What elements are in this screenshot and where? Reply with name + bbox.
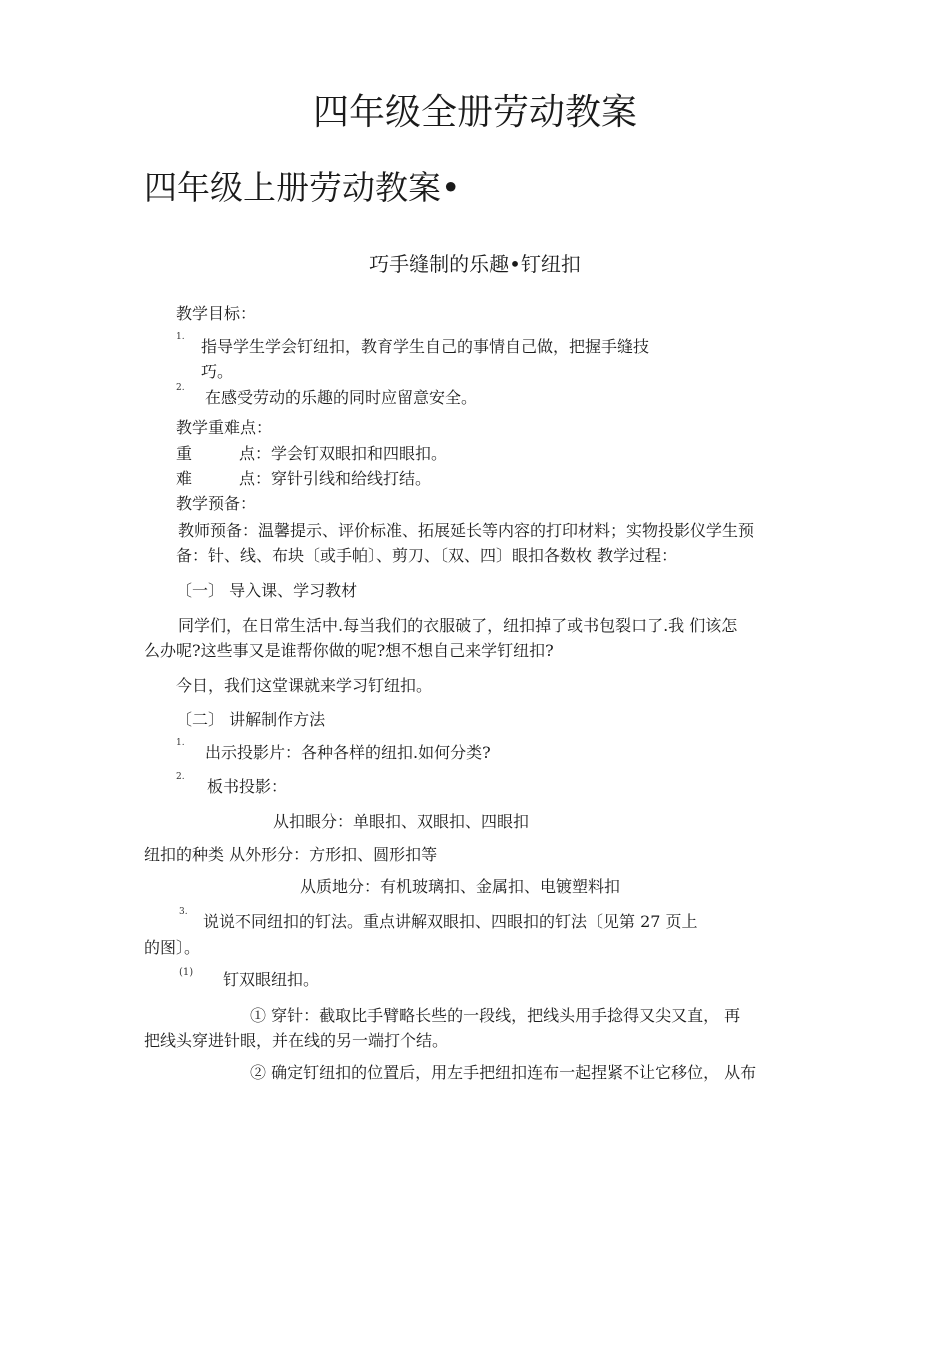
objective-1-line-1: 指导学生学会钉纽扣，教育学生自己的事情自己做，把握手缝技 [201, 337, 650, 356]
key-point-row [176, 441, 447, 464]
section-2-item-number-3: 3. [179, 907, 188, 917]
key-label-1: 重 [176, 444, 193, 463]
board-line-3: 从质地分：有机玻璃扣、金属扣、电镀塑料扣 [300, 877, 621, 896]
board-line-2: 纽扣的种类 从外形分：方形扣、圆形扣等 [144, 845, 438, 864]
section-1-para-2: 今日，我们这堂课就来学习钉纽扣。 [176, 676, 433, 695]
section-2-item-3-line-1: 说说不同纽扣的钉法。重点讲解双眼扣、四眼扣的钉法〔见第 27 页上 [203, 912, 698, 931]
difficulty-label-2: 点： [239, 469, 272, 488]
section-2-item-2: 板书投影： [207, 777, 288, 796]
key-points-heading: 教学重难点： [176, 418, 273, 437]
step-2-line-1: ② 确定钉纽扣的位置后，用左手把纽扣连布一起捏紧不让它移位， 从布 [250, 1063, 757, 1082]
objective-number-2: 2. [176, 383, 185, 393]
difficulty-row [176, 466, 431, 489]
preparation-heading: 教学预备： [176, 494, 257, 513]
section-2-item-number-2: 2. [176, 772, 185, 782]
subitem-1: 钉双眼纽扣。 [223, 970, 320, 989]
objectives-heading: 教学目标： [176, 304, 257, 323]
section-2-heading: 〔二〕 讲解制作方法 [176, 710, 326, 729]
document-title: 四年级全册劳动教案 [312, 92, 637, 133]
section-1-para-1-line-1: 同学们，在日常生活中.每当我们的衣服破了，纽扣掉了或书包裂口了.我 们该怎 [178, 616, 738, 635]
preparation-line-2: 备：针、线、布块〔或手帕〕、剪刀、〔双、四〕眼扣各数枚 教学过程： [176, 546, 678, 565]
document-subtitle: 四年级上册劳动教案• [144, 168, 461, 207]
objective-1-line-2: 巧。 [201, 362, 234, 381]
section-1-para-1-line-2: 么办呢?这些事又是谁帮你做的呢?想不想自己来学钉纽扣? [144, 641, 554, 660]
step-1-line-1: ① 穿针：截取比手臂略长些的一段线，把线头用手捻得又尖又直， 再 [250, 1006, 741, 1025]
subitem-number-1: (1) [179, 967, 194, 978]
preparation-line-1: 教师预备：温馨提示、评价标准、拓展延长等内容的打印材料；实物投影仪学生预 [178, 521, 755, 540]
difficulty-text: 穿针引线和给线打结。 [271, 469, 432, 488]
board-line-1: 从扣眼分：单眼扣、双眼扣、四眼扣 [273, 812, 530, 831]
section-2-item-3-line-2: 的图〕。 [144, 938, 201, 957]
objective-number-1: 1. [176, 332, 185, 342]
step-1-line-2: 把线头穿进针眼，并在线的另一端打个结。 [144, 1031, 449, 1050]
lesson-title: 巧手缝制的乐趣•钉纽扣 [369, 252, 581, 276]
objective-2-line-1: 在感受劳动的乐趣的同时应留意安全。 [205, 388, 478, 407]
key-point-text: 学会钉双眼扣和四眼扣。 [271, 444, 448, 463]
section-2-item-1: 出示投影片：各种各样的纽扣.如何分类? [205, 743, 491, 762]
section-1-heading: 〔一〕 导入课、学习教材 [176, 581, 358, 600]
key-label-2: 点： [239, 444, 272, 463]
difficulty-label-1: 难 [176, 469, 193, 488]
section-2-item-number-1: 1. [176, 738, 185, 748]
